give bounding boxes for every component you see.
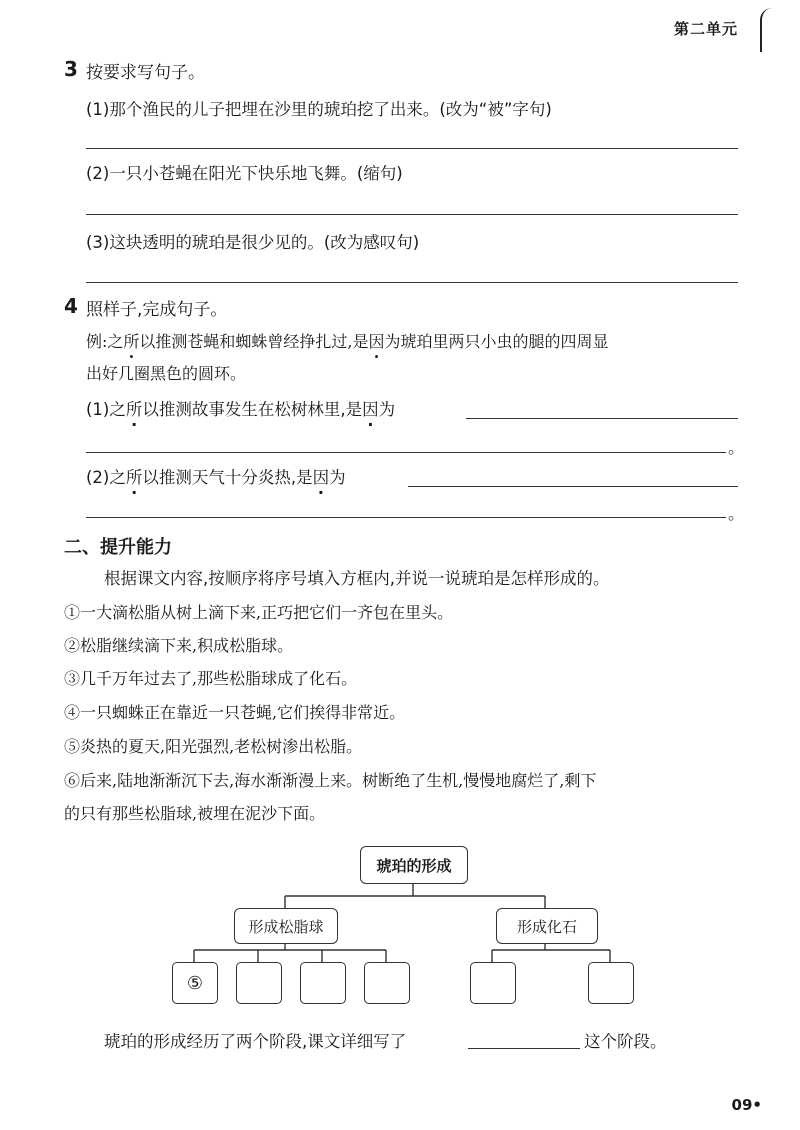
q3-item-1: (1)那个渔民的儿子把埋在沙里的琥珀挖了出来。(改为“被”字句) <box>86 100 552 119</box>
q4-item-2-keyword-1: 之所以 <box>109 468 159 487</box>
q4-example-line-2: 出好几圈黑色的圆环。 <box>86 364 247 383</box>
section-2-title: 二、提升能力 <box>64 537 172 558</box>
q4-item-1-keyword-1: 之所以 <box>109 400 159 419</box>
example-prefix: 例: <box>86 332 108 351</box>
conclusion-before: 琥珀的形成经历了两个阶段,课文详细写了 <box>104 1032 407 1051</box>
diagram-right-box: 形成化石 <box>496 908 598 944</box>
question-4-number: 4 <box>64 294 78 318</box>
page-number: 09• <box>731 1096 762 1114</box>
q4-item-2-keyword-2: 是因为 <box>296 468 346 487</box>
q4-item-2-prefix: (2) <box>86 468 110 487</box>
option-2: ②松脂继续滴下来,积成松脂球。 <box>64 636 294 655</box>
conclusion-answer-line[interactable] <box>468 1048 580 1049</box>
q3-item-3: (3)这块透明的琥珀是很少见的。(改为感叹句) <box>86 233 420 252</box>
option-1: ①一大滴松脂从树上滴下来,正巧把它们一齐包在里头。 <box>64 603 454 622</box>
question-4-title: 照样子,完成句子。 <box>86 300 228 320</box>
q4-item-1-keyword-2: 是因为 <box>345 400 396 419</box>
example-keyword-2: 是因为 <box>352 332 401 351</box>
unit-title: 第二单元 <box>673 20 738 38</box>
example-keyword-1: 之所以 <box>107 332 156 351</box>
answer-box-4[interactable] <box>364 962 410 1004</box>
question-3-title: 按要求写句子。 <box>86 63 205 83</box>
q3-item-2: (2)一只小苍蝇在阳光下快乐地飞舞。(缩句) <box>86 164 403 183</box>
option-3: ③几千万年过去了,那些松脂球成了化石。 <box>64 669 358 688</box>
option-5: ⑤炎热的夏天,阳光强烈,老松树渗出松脂。 <box>64 737 363 756</box>
section-2-instruction: 根据课文内容,按顺序将序号填入方框内,并说一说琥珀是怎样形成的。 <box>104 569 610 588</box>
option-4: ④一只蜘蛛正在靠近一只苍蝇,它们挨得非常近。 <box>64 703 406 722</box>
answer-box-3[interactable] <box>300 962 346 1004</box>
answer-box-2[interactable] <box>236 962 282 1004</box>
example-middle: 推测苍蝇和蜘蛛曾经挣扎过, <box>155 332 353 351</box>
q4-item-1-end: 。 <box>728 438 745 457</box>
answer-box-1: ⑤ <box>172 962 218 1004</box>
answer-box-6[interactable] <box>588 962 634 1004</box>
q4-item-2-middle: 推测天气十分炎热, <box>158 468 297 487</box>
option-6-line-1: ⑥后来,陆地渐渐沉下去,海水渐渐漫上来。树断绝了生机,慢慢地腐烂了,剩下 <box>64 771 597 790</box>
q4-item-2-end: 。 <box>728 504 745 523</box>
q4-item-1-middle: 推测故事发生在松树林里, <box>158 400 346 419</box>
diagram-left-box: 形成松脂球 <box>234 908 338 944</box>
question-3-number: 3 <box>64 57 78 81</box>
q4-item-1-prefix: (1) <box>86 400 110 419</box>
answer-box-5[interactable] <box>470 962 516 1004</box>
conclusion-after: 这个阶段。 <box>584 1032 667 1051</box>
diagram-root-box: 琥珀的形成 <box>360 846 468 884</box>
example-tail: 琥珀里两只小虫的腿的四周显 <box>400 332 609 351</box>
option-6-line-2: 的只有那些松脂球,被埋在泥沙下面。 <box>64 804 326 823</box>
